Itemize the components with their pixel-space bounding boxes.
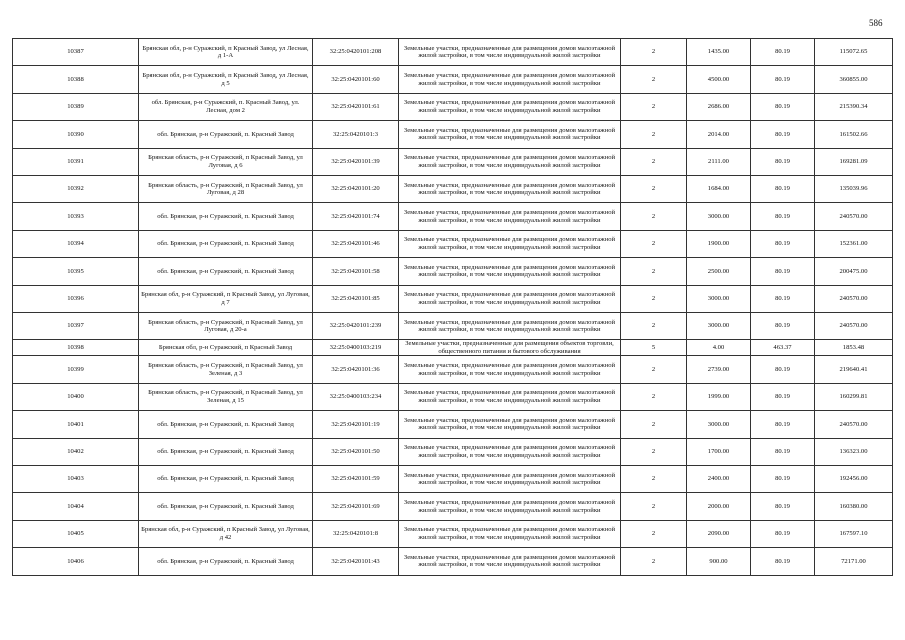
group-cell: 2	[621, 466, 687, 493]
table-row	[13, 340, 893, 356]
area-cell: 2000.00	[687, 493, 751, 520]
row-id-cell: 10405	[13, 520, 139, 547]
table-row	[13, 175, 893, 202]
address-cell: обл. Брянская, р-н Суражский, п. Красный Завод	[139, 121, 313, 148]
land-use-cell: Земельные участки, предназначенные для размещения домов малоэтажной жилой застройки, в том числе индивидуальной жилой застройки	[399, 66, 621, 93]
address-cell: обл. Брянская, р-н Суражский, п. Красный Завод	[139, 411, 313, 438]
cadastral-number-cell: 32:25:0420101:8	[313, 520, 399, 547]
cadastral-value-cell: 160380.00	[815, 493, 893, 520]
row-id-cell: 10400	[13, 383, 139, 410]
cadastral-value-cell: 240570.00	[815, 411, 893, 438]
address-cell: обл. Брянская, р-н Суражский, п. Красный Завод	[139, 438, 313, 465]
cadastral-value-cell: 169281.09	[815, 148, 893, 175]
row-id-cell: 10393	[13, 203, 139, 230]
cadastral-number-cell: 32:25:0420101:60	[313, 66, 399, 93]
cadastral-number-cell: 32:25:0420101:61	[313, 93, 399, 120]
table-body	[13, 39, 893, 576]
cadastral-value-cell: 115072.65	[815, 39, 893, 66]
group-cell: 2	[621, 39, 687, 66]
cadastral-number-cell: 32:25:0420101:50	[313, 438, 399, 465]
land-use-cell: Земельные участки, предназначенные для размещения домов малоэтажной жилой застройки, в том числе индивидуальной жилой застройки	[399, 520, 621, 547]
cadastral-number-cell: 32:25:0400103:219	[313, 340, 399, 356]
row-id-cell: 10403	[13, 466, 139, 493]
row-id-cell: 10404	[13, 493, 139, 520]
land-use-cell: Земельные участки, предназначенные для размещения домов малоэтажной жилой застройки, в том числе индивидуальной жилой застройки	[399, 175, 621, 202]
rate-cell: 80.19	[751, 493, 815, 520]
rate-cell: 80.19	[751, 39, 815, 66]
address-cell: обл. Брянская, р-н Суражский, п. Красный Завод	[139, 258, 313, 285]
group-cell: 2	[621, 383, 687, 410]
row-id-cell: 10401	[13, 411, 139, 438]
cadastral-value-cell: 360855.00	[815, 66, 893, 93]
area-cell: 4.00	[687, 340, 751, 356]
row-id-cell: 10399	[13, 356, 139, 383]
area-cell: 1435.00	[687, 39, 751, 66]
table-row	[13, 230, 893, 257]
rate-cell: 80.19	[751, 548, 815, 575]
land-use-cell: Земельные участки, предназначенные для размещения домов малоэтажной жилой застройки, в том числе индивидуальной жилой застройки	[399, 203, 621, 230]
area-cell: 1684.00	[687, 175, 751, 202]
group-cell: 5	[621, 340, 687, 356]
land-use-cell: Земельные участки, предназначенные для размещения домов малоэтажной жилой застройки, в том числе индивидуальной жилой застройки	[399, 230, 621, 257]
address-cell: Брянская область, р-н Суражский, п Красный Завод, ул Зеленая, д 3	[139, 356, 313, 383]
cadastral-number-cell: 32:25:0420101:20	[313, 175, 399, 202]
land-use-cell: Земельные участки, предназначенные для размещения домов малоэтажной жилой застройки, в том числе индивидуальной жилой застройки	[399, 356, 621, 383]
group-cell: 2	[621, 438, 687, 465]
area-cell: 3000.00	[687, 203, 751, 230]
row-id-cell: 10392	[13, 175, 139, 202]
area-cell: 2500.00	[687, 258, 751, 285]
area-cell: 4500.00	[687, 66, 751, 93]
land-use-cell: Земельные участки, предназначенные для размещения домов малоэтажной жилой застройки, в том числе индивидуальной жилой застройки	[399, 39, 621, 66]
row-id-cell: 10397	[13, 312, 139, 339]
cadastral-value-cell: 136323.00	[815, 438, 893, 465]
land-use-cell: Земельные участки, предназначенные для размещения домов малоэтажной жилой застройки, в том числе индивидуальной жилой застройки	[399, 258, 621, 285]
group-cell: 2	[621, 175, 687, 202]
table-row	[13, 148, 893, 175]
cadastral-number-cell: 32:25:0420101:43	[313, 548, 399, 575]
table-row	[13, 312, 893, 339]
cadastral-value-cell: 152361.00	[815, 230, 893, 257]
land-use-cell: Земельные участки, предназначенные для размещения домов малоэтажной жилой застройки, в том числе индивидуальной жилой застройки	[399, 93, 621, 120]
row-id-cell: 10398	[13, 340, 139, 356]
address-cell: обл. Брянская, р-н Суражский, п. Красный Завод	[139, 548, 313, 575]
table-row	[13, 356, 893, 383]
row-id-cell: 10387	[13, 39, 139, 66]
table-row	[13, 121, 893, 148]
group-cell: 2	[621, 356, 687, 383]
row-id-cell: 10391	[13, 148, 139, 175]
cadastral-value-cell: 160299.81	[815, 383, 893, 410]
land-use-cell: Земельные участки, предназначенные для размещения домов малоэтажной жилой застройки, в том числе индивидуальной жилой застройки	[399, 148, 621, 175]
area-cell: 900.00	[687, 548, 751, 575]
group-cell: 2	[621, 93, 687, 120]
rate-cell: 80.19	[751, 175, 815, 202]
address-cell: Брянская обл, р-н Суражский, п Красный Завод, ул Лесная, д 5	[139, 66, 313, 93]
area-cell: 2111.00	[687, 148, 751, 175]
table-row	[13, 438, 893, 465]
group-cell: 2	[621, 493, 687, 520]
group-cell: 2	[621, 203, 687, 230]
cadastral-value-cell: 219640.41	[815, 356, 893, 383]
address-cell: Брянская обл, р-н Суражский, п Красный Завод, ул Луговая, д 42	[139, 520, 313, 547]
cadastral-number-cell: 32:25:0420101:3	[313, 121, 399, 148]
land-use-cell: Земельные участки, предназначенные для размещения домов малоэтажной жилой застройки, в том числе индивидуальной жилой застройки	[399, 438, 621, 465]
table-row	[13, 39, 893, 66]
rate-cell: 80.19	[751, 121, 815, 148]
table-row	[13, 383, 893, 410]
address-cell: обл. Брянская, р-н Суражский, п. Красный Завод	[139, 466, 313, 493]
row-id-cell: 10388	[13, 66, 139, 93]
address-cell: обл. Брянская, р-н Суражский, п. Красный Завод	[139, 203, 313, 230]
group-cell: 2	[621, 258, 687, 285]
address-cell: Брянская область, р-н Суражский, п Красный Завод, ул Зеленая, д 15	[139, 383, 313, 410]
rate-cell: 80.19	[751, 258, 815, 285]
group-cell: 2	[621, 411, 687, 438]
cadastral-value-cell: 240570.00	[815, 285, 893, 312]
rate-cell: 80.19	[751, 466, 815, 493]
table-row	[13, 520, 893, 547]
area-cell: 2686.00	[687, 93, 751, 120]
cadastral-value-cell: 200475.00	[815, 258, 893, 285]
cadastral-value-cell: 135039.96	[815, 175, 893, 202]
address-cell: Брянская обл, р-н Суражский, п Красный Завод	[139, 340, 313, 356]
address-cell: обл. Брянская, р-н Суражский, п. Красный Завод, ул. Лесная, дом 2	[139, 93, 313, 120]
group-cell: 2	[621, 148, 687, 175]
table-row	[13, 258, 893, 285]
area-cell: 3000.00	[687, 285, 751, 312]
cadastral-number-cell: 32:25:0420101:19	[313, 411, 399, 438]
cadastral-number-cell: 32:25:0420101:39	[313, 148, 399, 175]
group-cell: 2	[621, 66, 687, 93]
area-cell: 2739.00	[687, 356, 751, 383]
cadastral-number-cell: 32:25:0400103:234	[313, 383, 399, 410]
address-cell: Брянская область, р-н Суражский, п Красный Завод, ул Луговая, д 28	[139, 175, 313, 202]
cadastral-number-cell: 32:25:0420101:46	[313, 230, 399, 257]
table-row	[13, 411, 893, 438]
address-cell: обл. Брянская, р-н Суражский, п. Красный Завод	[139, 230, 313, 257]
rate-cell: 80.19	[751, 383, 815, 410]
land-use-cell: Земельные участки, предназначенные для размещения домов малоэтажной жилой застройки, в том числе индивидуальной жилой застройки	[399, 493, 621, 520]
cadastral-value-cell: 1853.48	[815, 340, 893, 356]
cadastral-number-cell: 32:25:0420101:74	[313, 203, 399, 230]
cadastral-value-cell: 167597.10	[815, 520, 893, 547]
rate-cell: 80.19	[751, 93, 815, 120]
area-cell: 2014.00	[687, 121, 751, 148]
rate-cell: 80.19	[751, 356, 815, 383]
table-row	[13, 466, 893, 493]
land-use-cell: Земельные участки, предназначенные для размещения домов малоэтажной жилой застройки, в том числе индивидуальной жилой застройки	[399, 285, 621, 312]
group-cell: 2	[621, 548, 687, 575]
cadastral-number-cell: 32:25:0420101:208	[313, 39, 399, 66]
land-use-cell: Земельные участки, предназначенные для размещения домов малоэтажной жилой застройки, в том числе индивидуальной жилой застройки	[399, 411, 621, 438]
land-use-cell: Земельные участки, предназначенные для размещения домов малоэтажной жилой застройки, в том числе индивидуальной жилой застройки	[399, 466, 621, 493]
rate-cell: 80.19	[751, 520, 815, 547]
address-cell: Брянская обл, р-н Суражский, п Красный Завод, ул Лесная, д 1-А	[139, 39, 313, 66]
page-number: 586	[869, 18, 883, 28]
area-cell: 1999.00	[687, 383, 751, 410]
land-registry-table	[12, 38, 893, 576]
cadastral-value-cell: 161502.66	[815, 121, 893, 148]
land-use-cell: Земельные участки, предназначенные для размещения домов малоэтажной жилой застройки, в том числе индивидуальной жилой застройки	[399, 312, 621, 339]
rate-cell: 80.19	[751, 148, 815, 175]
table-row	[13, 203, 893, 230]
group-cell: 2	[621, 230, 687, 257]
row-id-cell: 10402	[13, 438, 139, 465]
cadastral-value-cell: 240570.00	[815, 203, 893, 230]
address-cell: Брянская область, р-н Суражский, п Красный Завод, ул Луговая, д 20-а	[139, 312, 313, 339]
area-cell: 1700.00	[687, 438, 751, 465]
area-cell: 3000.00	[687, 312, 751, 339]
area-cell: 1900.00	[687, 230, 751, 257]
row-id-cell: 10396	[13, 285, 139, 312]
land-use-cell: Земельные участки, предназначенные для размещения домов малоэтажной жилой застройки, в том числе индивидуальной жилой застройки	[399, 121, 621, 148]
rate-cell: 463.37	[751, 340, 815, 356]
rate-cell: 80.19	[751, 285, 815, 312]
cadastral-number-cell: 32:25:0420101:239	[313, 312, 399, 339]
rate-cell: 80.19	[751, 66, 815, 93]
rate-cell: 80.19	[751, 312, 815, 339]
cadastral-value-cell: 72171.00	[815, 548, 893, 575]
cadastral-number-cell: 32:25:0420101:36	[313, 356, 399, 383]
table-row	[13, 548, 893, 575]
cadastral-number-cell: 32:25:0420101:69	[313, 493, 399, 520]
rate-cell: 80.19	[751, 411, 815, 438]
address-cell: обл. Брянская, р-н Суражский, п. Красный Завод	[139, 493, 313, 520]
cadastral-value-cell: 192456.00	[815, 466, 893, 493]
cadastral-number-cell: 32:25:0420101:59	[313, 466, 399, 493]
area-cell: 3000.00	[687, 411, 751, 438]
cadastral-value-cell: 215390.34	[815, 93, 893, 120]
rate-cell: 80.19	[751, 230, 815, 257]
table-row	[13, 93, 893, 120]
land-use-cell: Земельные участки, предназначенные для размещения домов малоэтажной жилой застройки, в том числе индивидуальной жилой застройки	[399, 383, 621, 410]
cadastral-number-cell: 32:25:0420101:58	[313, 258, 399, 285]
cadastral-value-cell: 240570.00	[815, 312, 893, 339]
land-use-cell: Земельные участки, предназначенные для размещения объектов торговли, общественного питания и бытового обслуживания	[399, 340, 621, 356]
area-cell: 2090.00	[687, 520, 751, 547]
row-id-cell: 10406	[13, 548, 139, 575]
address-cell: Брянская обл, р-н Суражский, п Красный Завод, ул Луговая, д 7	[139, 285, 313, 312]
land-use-cell: Земельные участки, предназначенные для размещения домов малоэтажной жилой застройки, в том числе индивидуальной жилой застройки	[399, 548, 621, 575]
row-id-cell: 10390	[13, 121, 139, 148]
area-cell: 2400.00	[687, 466, 751, 493]
table-row	[13, 285, 893, 312]
rate-cell: 80.19	[751, 203, 815, 230]
row-id-cell: 10394	[13, 230, 139, 257]
group-cell: 2	[621, 312, 687, 339]
group-cell: 2	[621, 520, 687, 547]
address-cell: Брянская область, р-н Суражский, п Красный Завод, ул Луговая, д 6	[139, 148, 313, 175]
table-row	[13, 66, 893, 93]
cadastral-number-cell: 32:25:0420101:85	[313, 285, 399, 312]
row-id-cell: 10389	[13, 93, 139, 120]
row-id-cell: 10395	[13, 258, 139, 285]
group-cell: 2	[621, 285, 687, 312]
group-cell: 2	[621, 121, 687, 148]
table-row	[13, 493, 893, 520]
rate-cell: 80.19	[751, 438, 815, 465]
